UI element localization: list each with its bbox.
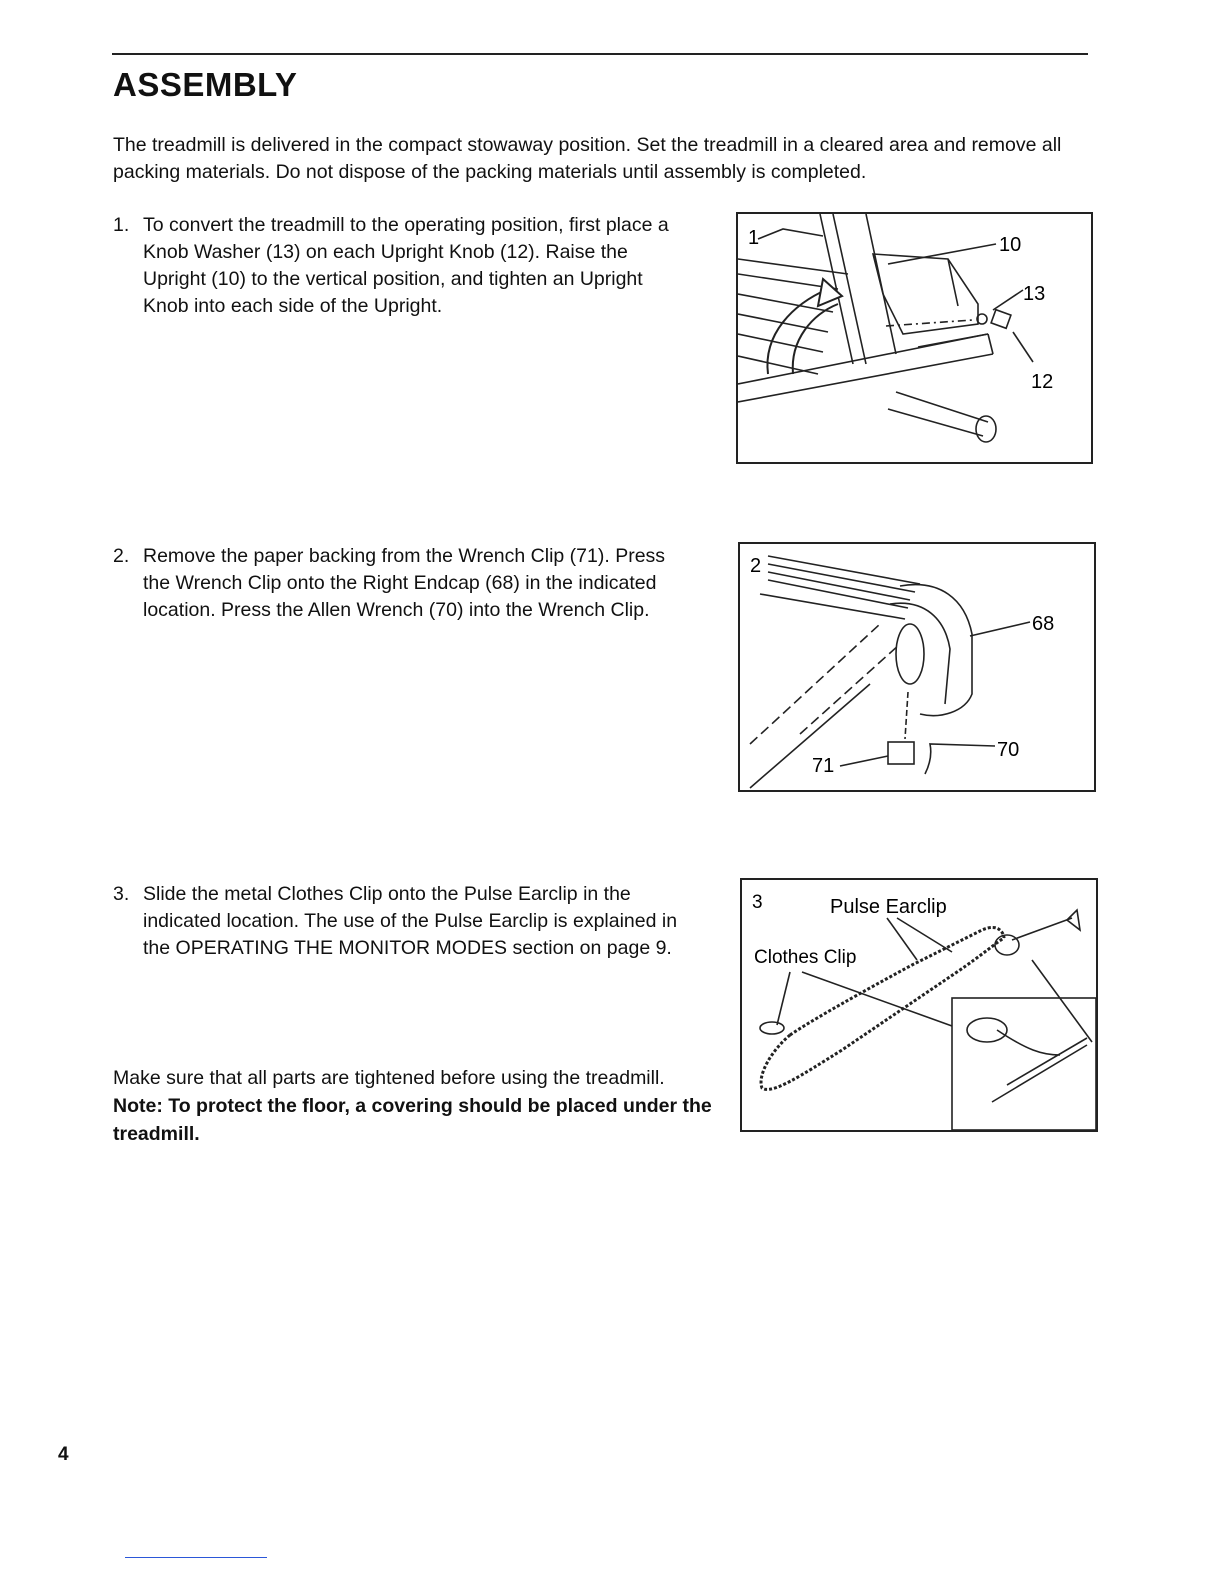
page-title: ASSEMBLY: [113, 66, 298, 103]
figure-2-label-clip: 71: [812, 755, 835, 777]
figure-2-label-wrench: 70: [997, 739, 1020, 761]
step-2-number: 2.: [113, 545, 130, 567]
figure-3-label-earclip: Pulse Earclip: [830, 896, 947, 918]
figure-3: [740, 878, 1098, 1132]
step-1-number: 1.: [113, 214, 130, 236]
closing-note-text: Make sure that all parts are tightened before using the treadmill.: [113, 1067, 665, 1089]
closing-note: [113, 1064, 713, 1148]
intro-paragraph: The treadmill is delivered in the compact stowaway position. Set the treadmill in a cleared area and remove all packing materials. Do not dispose of the packing materials until assembly is completed.: [113, 134, 1062, 183]
header-rule: [112, 53, 1088, 55]
step-1: [113, 212, 693, 320]
figure-1-drawing: [738, 214, 1091, 462]
figure-2-label-endcap: 68: [1032, 613, 1055, 635]
figure-1: [736, 212, 1093, 464]
figure-1-label-upright: 10: [999, 234, 1022, 256]
figure-2: [738, 542, 1096, 792]
figure-3-label-clothes-clip: Clothes Clip: [754, 947, 857, 968]
figure-1-label-washer: 13: [1023, 283, 1046, 305]
step-2-text: Remove the paper backing from the Wrench Clip (71). Press the Wrench Clip onto the Right Endcap (68) in the indicated location. Press the Allen Wrench (70) into the Wrench Clip.: [143, 545, 666, 621]
bottom-divider: [125, 1557, 267, 1558]
figure-1-label-knob: 12: [1031, 371, 1054, 393]
figure-1-number: 1: [748, 227, 760, 249]
step-2: [113, 543, 693, 624]
figure-2-number: 2: [750, 555, 762, 577]
page-number: 4: [58, 1444, 69, 1465]
figure-2-drawing: [740, 544, 1094, 790]
step-3: [113, 881, 693, 962]
step-3-number: 3.: [113, 883, 130, 905]
step-1-text: To convert the treadmill to the operating position, first place a Knob Washer (13) on each Upright Knob (12). Raise the Upright (10) to the vertical position, and tighten an Upright Knob into each side of the Upright.: [143, 214, 669, 317]
closing-note-bold: Note: To protect the floor, a covering should be placed under the treadmill.: [113, 1095, 712, 1145]
figure-3-drawing: [742, 880, 1096, 1130]
step-3-text: Slide the metal Clothes Clip onto the Pulse Earclip in the indicated location. The use of the Pulse Earclip is explained in the OPERATING THE MONITOR MODES section on page 9.: [143, 883, 678, 959]
figure-3-number: 3: [752, 892, 763, 913]
